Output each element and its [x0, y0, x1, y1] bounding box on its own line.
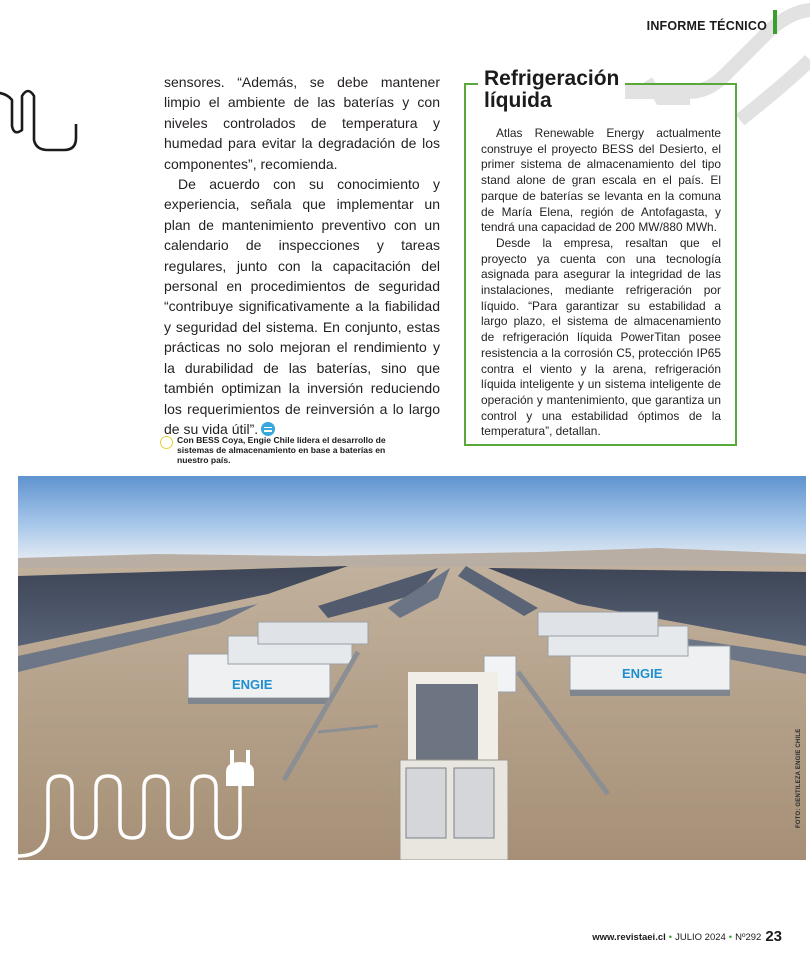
page-number: 23 — [765, 928, 782, 945]
photo-credit: FOTO: GENTILEZA ENGIE CHILE — [796, 728, 802, 828]
body-paragraph: sensores. “Además, se debe mantener limpio el ambiente de las baterías y con niveles controlados de temperatura y humedad para evitar la degradación de los componentes”, recomienda. — [164, 74, 440, 172]
article-end-icon — [261, 422, 275, 436]
photo-caption: Con BESS Coya, Engie Chile lidera el desarrollo de sistemas de almacenamiento en base a baterías en nuestro país. — [177, 435, 386, 465]
footer-separator: • — [728, 932, 733, 943]
container-logo-left: ENGIE — [232, 677, 273, 692]
section-accent-bar — [773, 10, 777, 34]
article-body-left-column — [164, 72, 440, 439]
page-footer — [592, 928, 782, 945]
body-paragraph — [164, 174, 440, 439]
sidebar-paragraph: Atlas Renewable Energy actualmente construye el proyecto BESS del Desierto, el primer sistema de almacenamiento del tipo stand alone de gran escala en el país. El parque de baterías se levanta en la comuna de María Elena, región de Antofagasta, y tendrá una capacidad de 200 MW/880 MWh. — [481, 126, 721, 235]
footer-site-link[interactable]: www.revistaei.cl — [592, 932, 666, 943]
footer-issue-date: JULIO 2024 — [675, 932, 726, 943]
body-paragraph-text: De acuerdo con su conocimiento y experiencia, señala que implementar un plan de mantenimiento preventivo con un calendario de inspecciones y tareas regulares, junto con la capacitación del personal en procedimientos de seguridad “contribuye significativamente a la fiabilidad y seguridad del sistema. En conjunto, estas prácticas no solo mejoran el rendimiento y la durabilidad de las baterías, sino que también optimizan la inversión reduciendo los requerimientos de reinversión a lo largo de su vida útil”. — [164, 176, 440, 437]
bess-site-photo — [18, 476, 806, 860]
section-label: INFORME TÉCNICO — [646, 19, 767, 33]
sidebar-title-line: Refrigeración — [484, 67, 620, 90]
footer-issue-number: Nº292 — [735, 932, 762, 943]
footer-separator: • — [668, 932, 673, 943]
sidebar-body — [481, 126, 721, 440]
sidebar-title — [478, 68, 625, 112]
container-logo-right: ENGIE — [622, 666, 663, 681]
caption-bullet-icon — [160, 436, 173, 449]
sidebar-paragraph: Desde la empresa, resaltan que el proyecto ya cuenta con una tecnología asignada para asegurar la integridad de las instalaciones, mediante refrigeración por líquido. “Para garantizar su estabilidad a largo plazo, el sistema de almacenamiento de refrigeración líquida PowerTitan posee resistencia a la corrosión C5, protección IP65 contra el viento y la arena, refrigeración líquida inteligente y un sistema inteligente de operación y mantenimiento, que garantiza un control y una estabilidad óptimos de la temperatura”, detallan. — [481, 235, 721, 439]
sidebar-title-line: líquida — [484, 89, 552, 112]
